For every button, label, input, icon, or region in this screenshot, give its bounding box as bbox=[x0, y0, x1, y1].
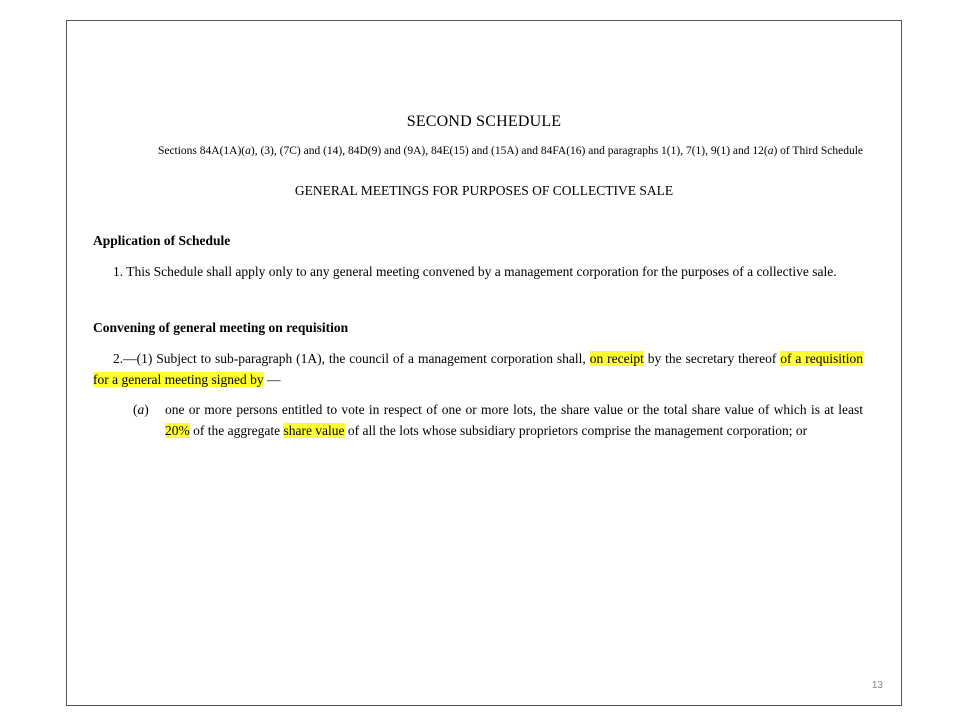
schedule-subtitle: GENERAL MEETINGS FOR PURPOSES OF COLLECTIVE SALE bbox=[294, 183, 674, 198]
sub-item-text: one or more persons entitled to vote in respect of one or more lots, the share value or the total share value of which is at least bbox=[165, 402, 863, 417]
document-page bbox=[66, 20, 902, 706]
schedule-title: SECOND SCHEDULE bbox=[406, 113, 562, 130]
highlight-20-percent: 20% bbox=[165, 423, 190, 438]
sections-ref-italic: a bbox=[245, 145, 251, 157]
paragraph-2-text: 2.—(1) Subject to sub-paragraph (1A), the council of a management corporation shall, bbox=[113, 351, 590, 366]
highlight-on-receipt: on receipt bbox=[589, 351, 644, 366]
paragraph-2-text: by the secretary thereof bbox=[643, 351, 781, 366]
sections-ref-part: Sections 84A(1A)( bbox=[157, 145, 246, 157]
paragraph-1 bbox=[93, 261, 863, 282]
sub-item-marker: (a) bbox=[133, 402, 149, 417]
sections-ref-italic: a bbox=[767, 145, 774, 157]
highlight-share-value: share value bbox=[283, 423, 345, 438]
sub-item-a bbox=[133, 399, 863, 441]
highlight-requisition: of a requisition for a general meeting signed by bbox=[93, 351, 864, 387]
sections-ref-part: ), (3), (7C) and (14), 84D(9) and (9A), 84E(15) and (15A) and 84FA(16) and paragraphs 1(1), 7(1), 9(1) and 12( bbox=[250, 145, 768, 157]
heading-convening: Convening of general meeting on requisition bbox=[93, 320, 349, 335]
paragraph-2 bbox=[93, 348, 863, 390]
page-number: 13 bbox=[871, 680, 883, 691]
sub-item-body bbox=[165, 399, 863, 441]
paragraph-1-text: 1. This Schedule shall apply only to any general meeting convened by a management corporation for the purposes of a collective sale. bbox=[113, 264, 837, 279]
sections-reference bbox=[127, 145, 863, 157]
sections-ref-part: ) of Third Schedule bbox=[773, 145, 863, 157]
sub-item-text: of the aggregate bbox=[189, 423, 284, 438]
paragraph-2-text: — bbox=[263, 372, 281, 387]
heading-application: Application of Schedule bbox=[93, 233, 231, 248]
sub-item-text: of all the lots whose subsidiary proprietors comprise the management corporation; or bbox=[344, 423, 808, 438]
